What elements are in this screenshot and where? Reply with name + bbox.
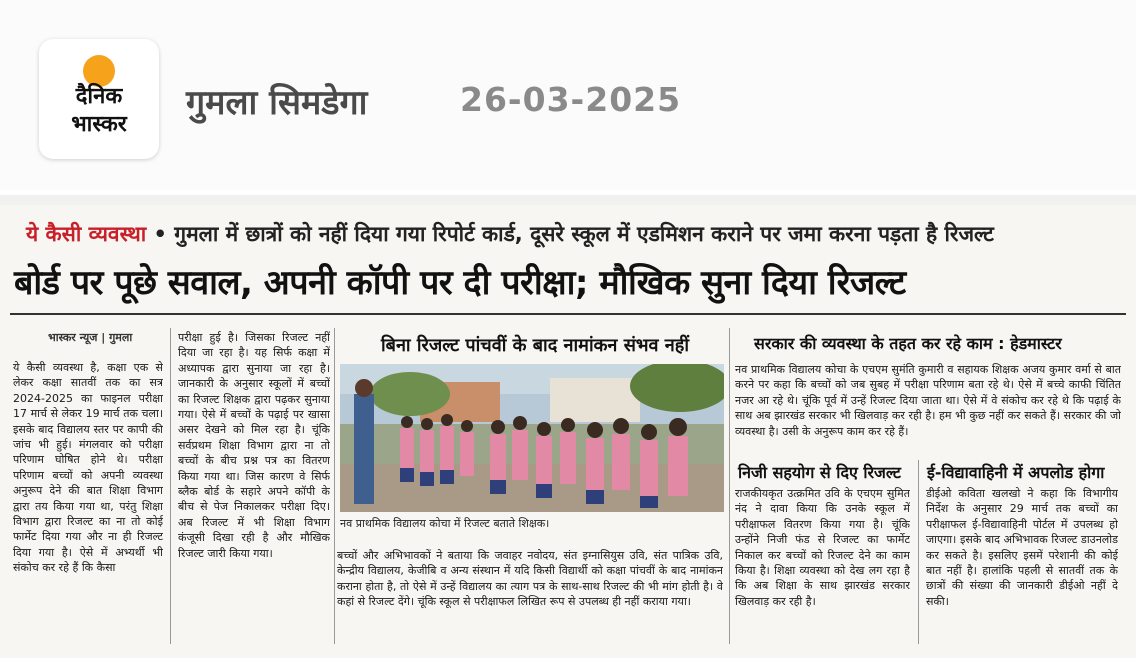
edition-date: 26-03-2025 — [460, 80, 682, 119]
kicker-line — [26, 220, 994, 248]
edition-title: गुमला सिमडेगा — [186, 83, 368, 123]
students-photo-illustration — [340, 364, 724, 512]
photo-caption: नव प्राथमिक विद्यालय कोचा में रिजल्ट बताते शिक्षक। — [340, 517, 550, 530]
app-header — [0, 0, 1136, 190]
column-divider — [334, 328, 335, 644]
logo-text-line1: दैनिक — [75, 84, 123, 109]
column-5-text: राजकीयकृत उत्क्रमित उवि के एचएम सुमित नंद ने दावा किया कि उनके स्कूल में परीक्षाफल वितरण किया गया है। चूंकि उन्होंने निजी फंड से रिजल्ट का फार्मेट निकाल कर बच्चों को रिजल्ट देने का काम किया है। शिक्षा व्यवस्था को देख लग रहा है कि अब शिक्षा के साथ झारखंड सरकार खिलवाड़ कर रही है। — [735, 487, 910, 608]
column-3-text: बच्चों और अभिभावकों ने बताया कि जवाहर नवोदय, संत इग्नासियुस उवि, संत पात्रिक उवि, केन्द्रीय विद्यालय, केजीबि व अन्य संस्थान में यदि किसी विद्यार्थी को कक्षा पांचवीं के बाद नामांकन कराना होता है, तो ऐसे में उन्हें विद्यालय का त्याग पत्र के साथ-साथ रिजल्ट की भी मांग होती है। वे कहां से रिजल्ट देंगे। चूंकि स्कूल से परीक्षाफल लिखित रूप से उपलब्ध ही नहीं कराया गया। — [337, 549, 723, 609]
headline-rule — [10, 313, 1126, 315]
classroom-photo — [340, 364, 724, 512]
column-divider — [918, 460, 919, 644]
column-6-text: डीईओ कविता खलखो ने कहा कि विभागीय निर्देश के अनुसार 29 मार्च तक बच्चों का परीक्षाफल ई-विद्यावाहिनी पोर्टल में उपलब्ध हो जाएगा। इसके बाद अभिभावक रिजल्ट डाउनलोड कर सकते है। इसलिए इसमें परेशानी की कोई बात नहीं है। हालांकि पहली से सातवीं तक के छात्रों की संख्या की जानकारी डीईओ नहीं दे सकी। — [926, 487, 1118, 608]
column-divider — [170, 328, 171, 644]
subhead-e-vidyavahini: ई-विद्यावाहिनी में अपलोड होगा — [927, 463, 1105, 482]
logo-text-line2: भास्कर — [71, 112, 127, 137]
article-headline: बोर्ड पर पूछे सवाल, अपनी कॉपी पर दी परीक्षा; मौखिक सुना दिया रिजल्ट — [14, 263, 906, 303]
column-2-text: परीक्षा हुई है। जिसका रिजल्ट नहीं दिया जा रहा है। यह सिर्फ कक्षा में अध्यापक द्वारा सुनाया जा रहा है। जानकारी के अनुसार स्कूलों में बच्चों का रिजल्ट शिक्षक द्वारा पढ़कर सुनाया गया। ऐसे में बच्चों के पढ़ाई पर खासा असर देखने को मिल रहा है। चूंकि सर्वप्रथम शिक्षा विभाग द्वारा ना तो बच्चों के बीच प्रश्न पत्र का वितरण किया गया था। जिस कारण वे सिर्फ ब्लैक बोर्ड के सहारे अपने कॉपी के बीच से पेज निकालकर परीक्षा दिए। अब रिजल्ट में भी शिक्षा विभाग कंजूसी दिखा रही है और मौखिक रिजल्ट जारी किया गया। — [178, 331, 330, 560]
kicker-text: • गुमला में छात्रों को नहीं दिया गया रिपोर्ट कार्ड, दूसरे स्कूल में एडमिशन कराने पर जमा करना पड़ता है रिजल्ट — [146, 222, 994, 246]
byline: भास्कर न्यूज | गुमला — [48, 331, 133, 344]
dainik-bhaskar-logo[interactable] — [39, 39, 159, 159]
column-divider — [729, 328, 730, 644]
column-4-text: नव प्राथमिक विद्यालय कोचा के एचएम सुमंति कुमारी व सहायक शिक्षक अजय कुमार वर्मा से बात करने पर कहा कि बच्चों को जब सुबह में परीक्षा परिणाम बता रहे थे। ऐसे में बच्चे काफी चिंतित नजर आ रहे थे। चूंकि पूर्व में उन्हें रिजल्ट दिया जाता था। ऐसे में वे संकोच कर रहे थे कि पढ़ाई के साथ अब झारखंड सरकार भी खिलवाड़ कर रही है। हम भी कुछ नहीं कर सकते हैं। सरकार की जो व्यवस्था है। उसी के अनुरूप काम कर रहे हैं। — [735, 363, 1121, 438]
column-1-text: ये कैसी व्यवस्था है, कक्षा एक से लेकर कक्षा सातवीं तक का सत्र 2024-2025 का फाइनल परीक्षा 17 मार्च से लेकर 19 मार्च तक चला। इसके बाद विद्यालय स्तर पर कापी की जांच भी हुई। मंगलवार को परीक्षा परिणाम घोषित होने थे। परीक्षा परिणाम बच्चों को अपनी व्यवस्था अनुरूप देने की बात शिक्षा विभाग द्वारा तय किया गया था, परंतु शिक्षा विभाग द्वारा रिजल्ट का ना तो कोई फार्मेट दिया गया और ना ही रिजल्ट दिया गया है। ऐसे में अभ्यर्थी भी संकोच कर रहे हैं कि कैसा — [13, 361, 163, 575]
divider-band — [0, 195, 1136, 205]
subhead-private-support: निजी सहयोग से दिए रिजल्ट — [738, 463, 901, 482]
subhead-headmaster: सरकार की व्यवस्था के तहत कर रहे काम : हेडमास्टर — [754, 334, 1062, 353]
photo-headline: बिना रिजल्ट पांचवीं के बाद नामांकन संभव नहीं — [381, 335, 689, 356]
kicker-label: ये कैसी व्यवस्था — [26, 222, 147, 246]
sun-icon — [83, 55, 115, 87]
